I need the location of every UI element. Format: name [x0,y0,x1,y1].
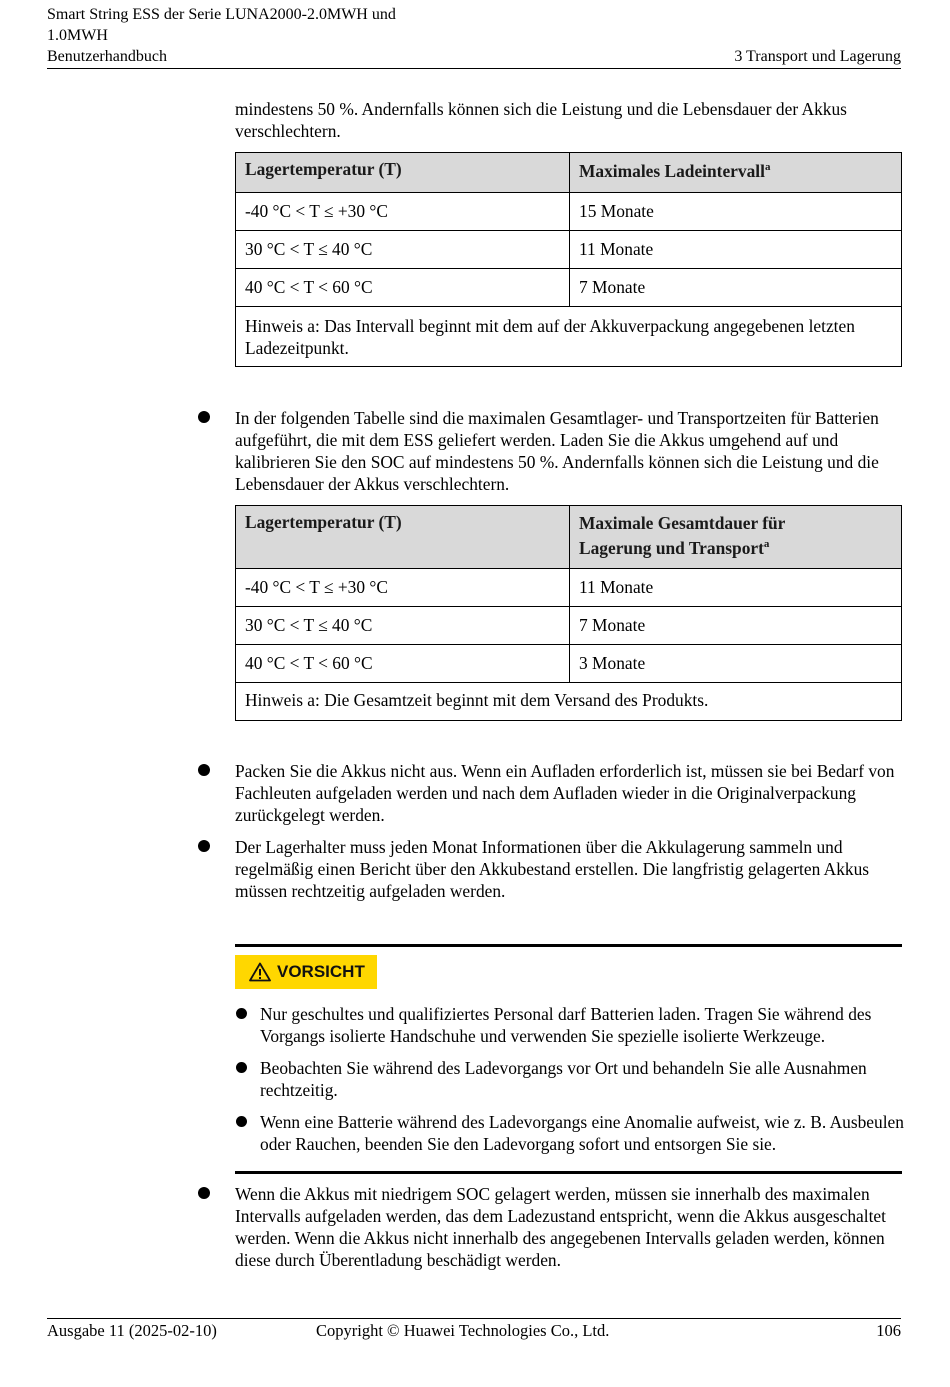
table1-note: Hinweis a: Das Intervall beginnt mit dem auf der Akkuverpackung angegebenen letzten Ladezeitpunkt. [236,307,902,367]
caution-item: Wenn eine Batterie während des Ladevorgangs eine Anomalie aufweist, wie z. B. Ausbeulen oder Rauchen, beenden Sie den Ladevorgang sofort und entsorgen Sie sie. [260,1112,904,1154]
caution-item: Nur geschultes und qualifiziertes Personal darf Batterien laden. Tragen Sie während des Vorgangs isolierte Handschuhe und verwenden Sie spezielle isolierte Werkzeuge. [260,1004,872,1046]
bullet-icon [198,764,210,776]
bullet-icon [236,1062,247,1073]
header-title-line1: Smart String ESS der Serie LUNA2000-2.0MWH und [47,6,396,23]
table1-value: 11 Monate [570,231,902,269]
table-row [236,231,902,269]
caution-item: Beobachten Sie während des Ladevorgangs vor Ort und behandeln Sie alle Ausnahmen rechtzeitig. [260,1058,867,1100]
page-header-title [47,4,467,67]
bullet-icon [236,1008,247,1019]
bullet-paragraph: Der Lagerhalter muss jeden Monat Informationen über die Akkulagerung sammeln und regelmäßig einen Bericht über den Akkubestand erstellen. Die langfristig gelagerten Akkus müssen rechtzeitig aufgeladen werden. [235,837,870,901]
header-doc-type: Benutzerhandbuch [47,48,167,65]
table2-col2-header: Maximale Gesamtdauer für Lagerung und Transport$^a$ [570,506,902,569]
table1-temp: 40 °C < T < 60 °C [236,269,570,307]
header-title-line2: 1.0MWH [47,27,108,44]
table1-temp: 30 °C < T ≤ 40 °C [236,231,570,269]
bullet-paragraph: Wenn die Akkus mit niedrigem SOC gelagert werden, müssen sie innerhalb des maximalen Intervalls aufgeladen werden, das dem Ladezustand entspricht, wenn die Akkus ausgeschaltet werden. Wenn die Akkus nicht innerhalb des angegebenen Intervalls geladen werden, können diese durch Überentladung beschädigt werden. [235,1184,886,1270]
table2-col1-header: Lagertemperatur (T) [236,506,570,569]
caution-badge [235,955,377,989]
caution-bottom-rule [235,1171,902,1174]
table2-value: 3 Monate [570,645,902,683]
table2-value: 7 Monate [570,607,902,645]
caution-label: VORSICHT [277,962,365,981]
table1-temp: -40 °C < T ≤ +30 °C [236,193,570,231]
storage-duration-table [235,505,902,721]
table-row [236,645,902,683]
table1-value: 15 Monate [570,193,902,231]
bullet-paragraph: Packen Sie die Akkus nicht aus. Wenn ein Aufladen erforderlich ist, müssen sie bei Bedarf von Fachleuten aufgeladen werden und nach dem Aufladen wieder in die Originalverpackung zurückgelegt werden. [235,761,895,825]
footer-page-number: 106 [876,1321,901,1340]
footer-divider [47,1318,901,1319]
table2-value: 11 Monate [570,569,902,607]
footer-issue: Ausgabe 11 (2025-02-10) [47,1321,217,1340]
table2-temp: 40 °C < T < 60 °C [236,645,570,683]
bullet-icon [198,1187,210,1199]
table-row [236,269,902,307]
bullet-icon [198,840,210,852]
table1-col2-header: Maximales Ladeintervall$^a$ [570,153,902,193]
footer-copyright: Copyright © Huawei Technologies Co., Ltd. [316,1321,610,1340]
warning-triangle-icon [249,962,271,982]
header-divider [47,68,901,69]
bullet-icon [198,411,210,423]
caution-top-rule [235,944,902,947]
charge-interval-table [235,152,902,367]
intro-paragraph: mindestens 50 %. Andernfalls können sich die Leistung und die Lebensdauer der Akkus verschlechtern. [235,99,847,141]
table-row [236,193,902,231]
header-chapter: 3 Transport und Lagerung [734,48,901,65]
table-row [236,607,902,645]
table2-note: Hinweis a: Die Gesamtzeit beginnt mit dem Versand des Produkts. [236,683,902,721]
bullet-icon [236,1116,247,1127]
table-row [236,569,902,607]
table1-col1-header: Lagertemperatur (T) [236,153,570,193]
table2-temp: 30 °C < T ≤ 40 °C [236,607,570,645]
table2-temp: -40 °C < T ≤ +30 °C [236,569,570,607]
bullet-paragraph: In der folgenden Tabelle sind die maximalen Gesamtlager- und Transportzeiten für Batterien aufgeführt, die mit dem ESS geliefert werden. Laden Sie die Akkus umgehend auf und kalibrieren Sie den SOC auf mindestens 50 %. Andernfalls können sich die Leistung und die Lebensdauer der Akkus verschlechtern. [235,408,879,494]
table1-value: 7 Monate [570,269,902,307]
